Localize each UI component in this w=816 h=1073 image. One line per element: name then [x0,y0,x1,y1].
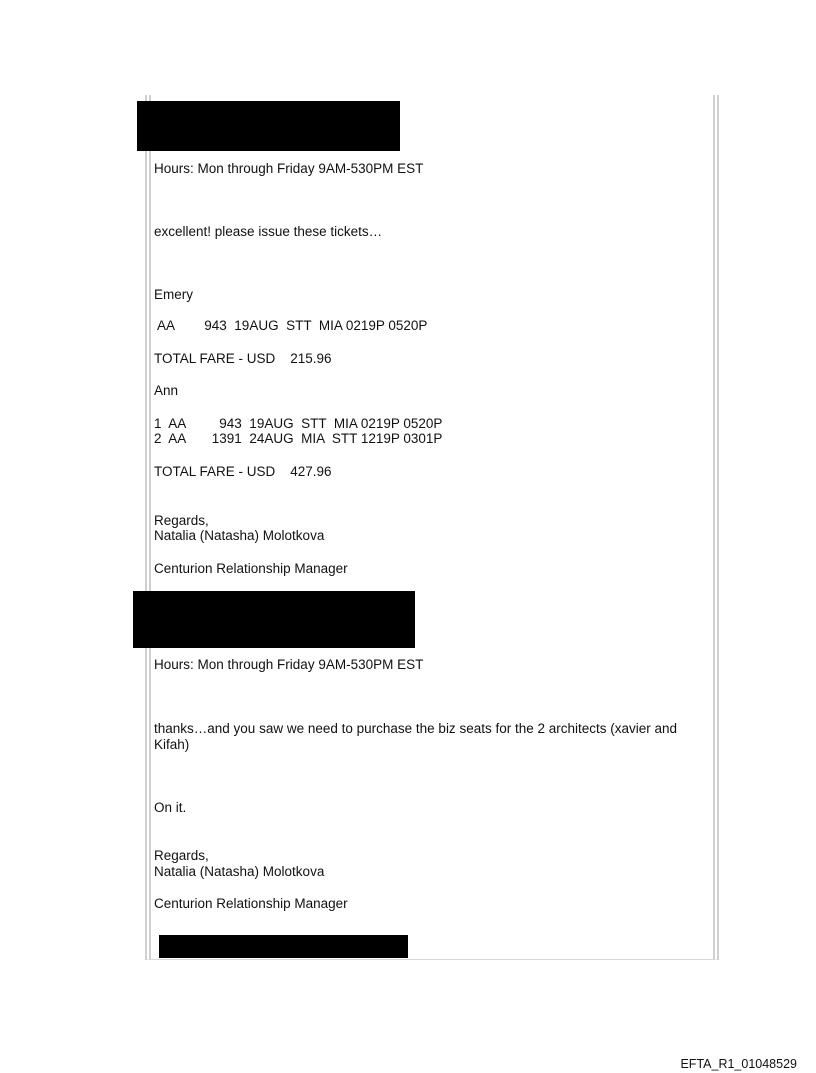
reply-biz-seats: thanks…and you saw we need to purchase the biz seats for the 2 architects (xavier and Kifah) [154,721,678,752]
regards-text-1: Regards, [154,513,209,528]
flight-line-emery: AA 943 19AUG STT MIA 0219P 0520P [154,318,428,333]
signer-title-2: Centurion Relationship Manager [154,896,348,911]
flight-line-ann-2: 2 AA 1391 24AUG MIA STT 1219P 0301P [154,431,443,446]
passenger-name-emery: Emery [154,287,194,302]
total-fare-ann: TOTAL FARE - USD 427.96 [154,464,332,479]
hours-text-top: Hours: Mon through Friday 9AM-530PM EST [154,161,424,176]
reply-issue-tickets: excellent! please issue these tickets… [154,224,383,239]
flight-line-ann-1: 1 AA 943 19AUG STT MIA 0219P 0520P [154,416,443,431]
hours-text-bottom: Hours: Mon through Friday 9AM-530PM EST [154,657,424,672]
redaction-block-top [137,101,400,151]
redaction-block-bottom [159,935,408,958]
signer-name-2: Natalia (Natasha) Molotkova [154,864,325,879]
total-fare-emery: TOTAL FARE - USD 215.96 [154,351,332,366]
document-id: EFTA_R1_01048529 [680,1057,797,1071]
passenger-name-ann: Ann [154,383,179,398]
signer-name-1: Natalia (Natasha) Molotkova [154,528,325,543]
redaction-block-middle [133,591,415,648]
regards-text-2: Regards, [154,848,209,863]
reply-on-it: On it. [154,800,187,815]
signer-title-1: Centurion Relationship Manager [154,561,348,576]
